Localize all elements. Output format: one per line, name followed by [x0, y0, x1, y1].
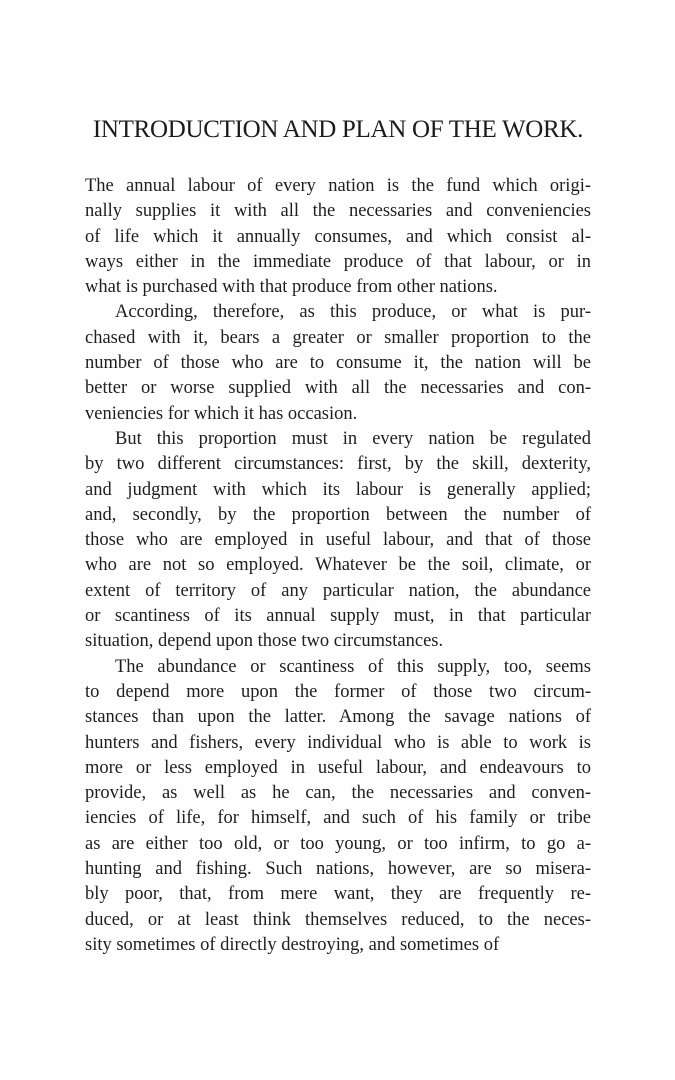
text-line: who are not so employed. Whatever be the soil, climate, or — [85, 555, 591, 576]
text-line: by two different circumstances: first, by the skill, dexterity, — [85, 454, 591, 475]
text-line: or scantiness of its annual supply must, in that particular — [85, 606, 591, 627]
paragraph — [85, 174, 591, 300]
text-line: and judgment with which its labour is generally applied; — [85, 479, 591, 500]
text-column — [85, 112, 591, 958]
text-line: provide, as well as he can, the necessaries and conven- — [85, 783, 591, 804]
text-line: bly poor, that, from mere want, they are frequently re- — [85, 884, 591, 905]
text-line: duced, or at least think themselves reduced, to the neces- — [85, 909, 591, 930]
text-line: better or worse supplied with all the necessaries and con- — [85, 378, 591, 399]
paragraph — [85, 300, 591, 426]
document-body — [85, 174, 591, 958]
text-line: more or less employed in useful labour, and endeavours to — [85, 757, 591, 778]
text-line: But this proportion must in every nation be regulated — [115, 428, 591, 449]
text-line: to depend more upon the former of those two circum- — [85, 681, 591, 702]
text-line: stances than upon the latter. Among the savage nations of — [85, 707, 591, 728]
text-line: and, secondly, by the proportion between the number of — [85, 504, 591, 525]
text-line: hunters and fishers, every individual who is able to work is — [85, 732, 591, 753]
text-line: chased with it, bears a greater or smaller proportion to the — [85, 327, 591, 348]
text-line: iencies of life, for himself, and such of his family or tribe — [85, 808, 591, 829]
paragraph — [85, 427, 591, 655]
paragraph — [85, 655, 591, 959]
page-title: INTRODUCTION AND PLAN OF THE WORK. — [92, 116, 584, 143]
text-line: veniencies for which it has occasion. — [85, 403, 358, 424]
text-line: extent of territory of any particular nation, the abundance — [85, 580, 591, 601]
text-line: nally supplies it with all the necessaries and conveniencies — [85, 201, 591, 222]
text-line: The annual labour of every nation is the fund which origi- — [85, 176, 591, 196]
text-line: what is purchased with that produce from other nations. — [85, 277, 498, 298]
text-line: sity sometimes of directly destroying, and sometimes of — [85, 934, 500, 955]
text-line: number of those who are to consume it, the nation will be — [85, 353, 591, 374]
text-line: hunting and fishing. Such nations, however, are so misera- — [85, 859, 591, 880]
text-line: those who are employed in useful labour, and that of those — [85, 530, 591, 551]
text-line: of life which it annually consumes, and which consist al- — [85, 226, 591, 247]
text-line: According, therefore, as this produce, or what is pur- — [115, 302, 591, 323]
text-line: ways either in the immediate produce of that labour, or in — [85, 251, 591, 272]
text-line: situation, depend upon those two circumstances. — [85, 631, 444, 652]
text-line: The abundance or scantiness of this supply, too, seems — [115, 656, 591, 677]
text-line: as are either too old, or too young, or too infirm, to go a- — [85, 833, 591, 854]
